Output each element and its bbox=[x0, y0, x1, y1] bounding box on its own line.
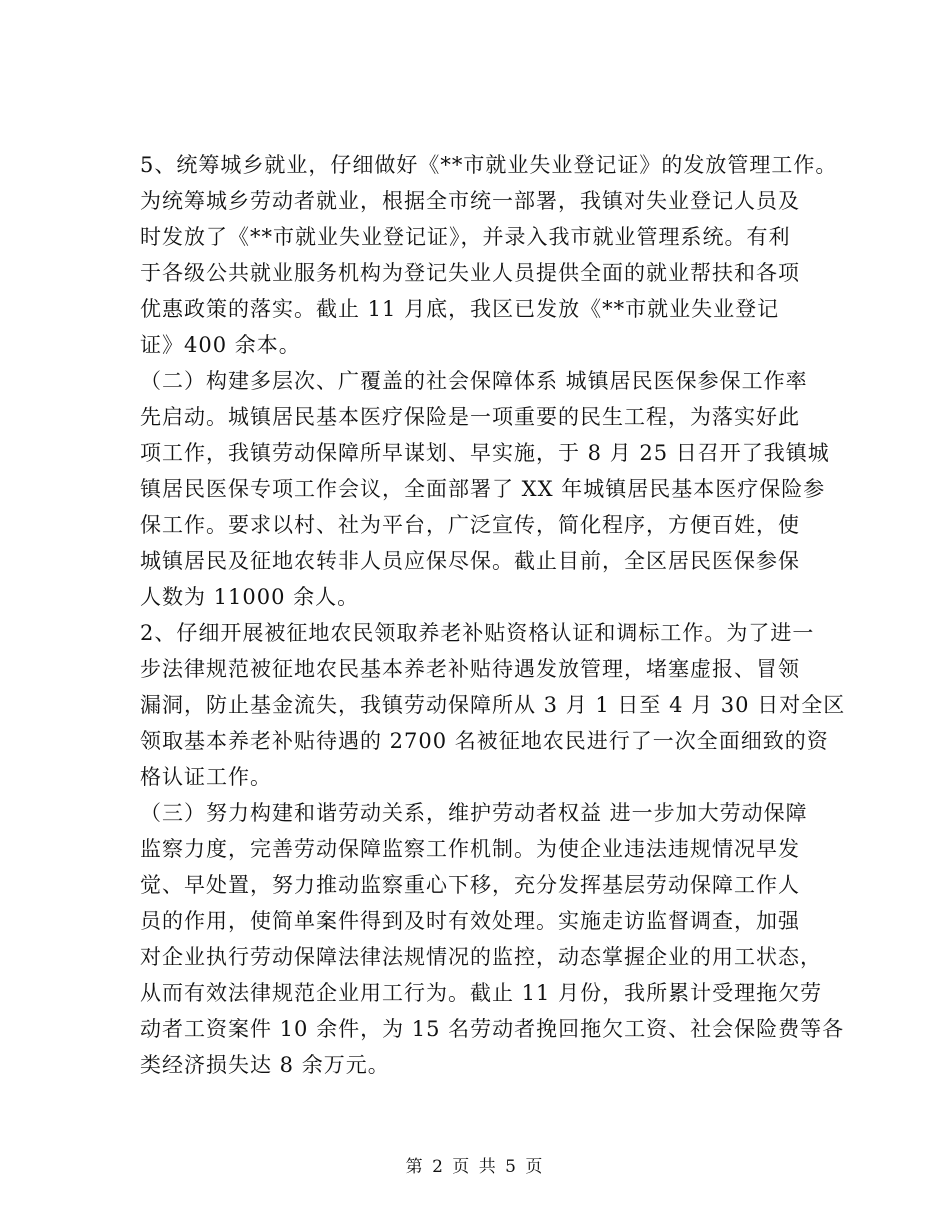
page-footer: 第 2 页 共 5 页 bbox=[405, 1157, 545, 1177]
text-line: 漏洞，防止基金流失，我镇劳动保障所从 3 月 1 日至 4 月 30 日对全区 bbox=[140, 693, 846, 717]
text-line: 于各级公共就业服务机构为登记失业人员提供全面的就业帮扶和各项 bbox=[140, 261, 800, 285]
text-line: 动者工资案件 10 余件，为 15 名劳动者挽回拖欠工资、社会保险费等各 bbox=[140, 1017, 845, 1041]
text-line: 城镇居民及征地农转非人员应保尽保。截止目前，全区居民医保参保 bbox=[140, 549, 800, 573]
text-line: 先启动。城镇居民基本医疗保险是一项重要的民生工程，为落实好此 bbox=[140, 405, 800, 429]
text-line: 类经济损失达 8 余万元。 bbox=[140, 1053, 390, 1077]
text-line: 监察力度，完善劳动保障监察工作机制。为使企业违法违规情况早发 bbox=[140, 837, 800, 861]
text-line: 格认证工作。 bbox=[140, 765, 272, 789]
section-heading-line: （二）构建多层次、广覆盖的社会保障体系 城镇居民医保参保工作率 bbox=[140, 369, 808, 393]
text-line: 优惠政策的落实。截止 11 月底，我区已发放《**市就业失业登记 bbox=[140, 297, 780, 321]
text-line: 时发放了《**市就业失业登记证》，并录入我市就业管理系统。有利 bbox=[140, 225, 791, 249]
text-line: 镇居民医保专项工作会议，全面部署了 XX 年城镇居民基本医疗保险参 bbox=[140, 477, 826, 501]
text-line: 保工作。要求以村、社为平台，广泛宣传，简化程序，方便百姓，使 bbox=[140, 513, 800, 537]
text-line: 人数为 11000 余人。 bbox=[140, 585, 360, 609]
text-line: 5、统筹城乡就业，仔细做好《**市就业失业登记证》的发放管理工作。 bbox=[140, 153, 838, 177]
text-line: 项工作，我镇劳动保障所早谋划、早实施，于 8 月 25 日召开了我镇城 bbox=[140, 441, 830, 465]
text-line: 员的作用，使简单案件得到及时有效处理。实施走访监督调查，加强 bbox=[140, 909, 800, 933]
section-heading-line: （三）努力构建和谐劳动关系，维护劳动者权益 进一步加大劳动保障 bbox=[140, 801, 808, 825]
text-line: 觉、早处置，努力推动监察重心下移，充分发挥基层劳动保障工作人 bbox=[140, 873, 800, 897]
text-line: 2、仔细开展被征地农民领取养老补贴资格认证和调标工作。为了进一 bbox=[140, 621, 815, 645]
text-line: 步法律规范被征地农民基本养老补贴待遇发放管理，堵塞虚报、冒领 bbox=[140, 657, 800, 681]
text-line: 领取基本养老补贴待遇的 2700 名被征地农民进行了一次全面细致的资 bbox=[140, 729, 829, 753]
text-line: 为统筹城乡劳动者就业，根据全市统一部署，我镇对失业登记人员及 bbox=[140, 189, 800, 213]
text-line: 证》400 余本。 bbox=[140, 333, 301, 357]
text-line: 对企业执行劳动保障法律法规情况的监控，动态掌握企业的用工状态， bbox=[140, 945, 822, 969]
text-line: 从而有效法律规范企业用工行为。截止 11 月份，我所累计受理拖欠劳 bbox=[140, 981, 823, 1005]
